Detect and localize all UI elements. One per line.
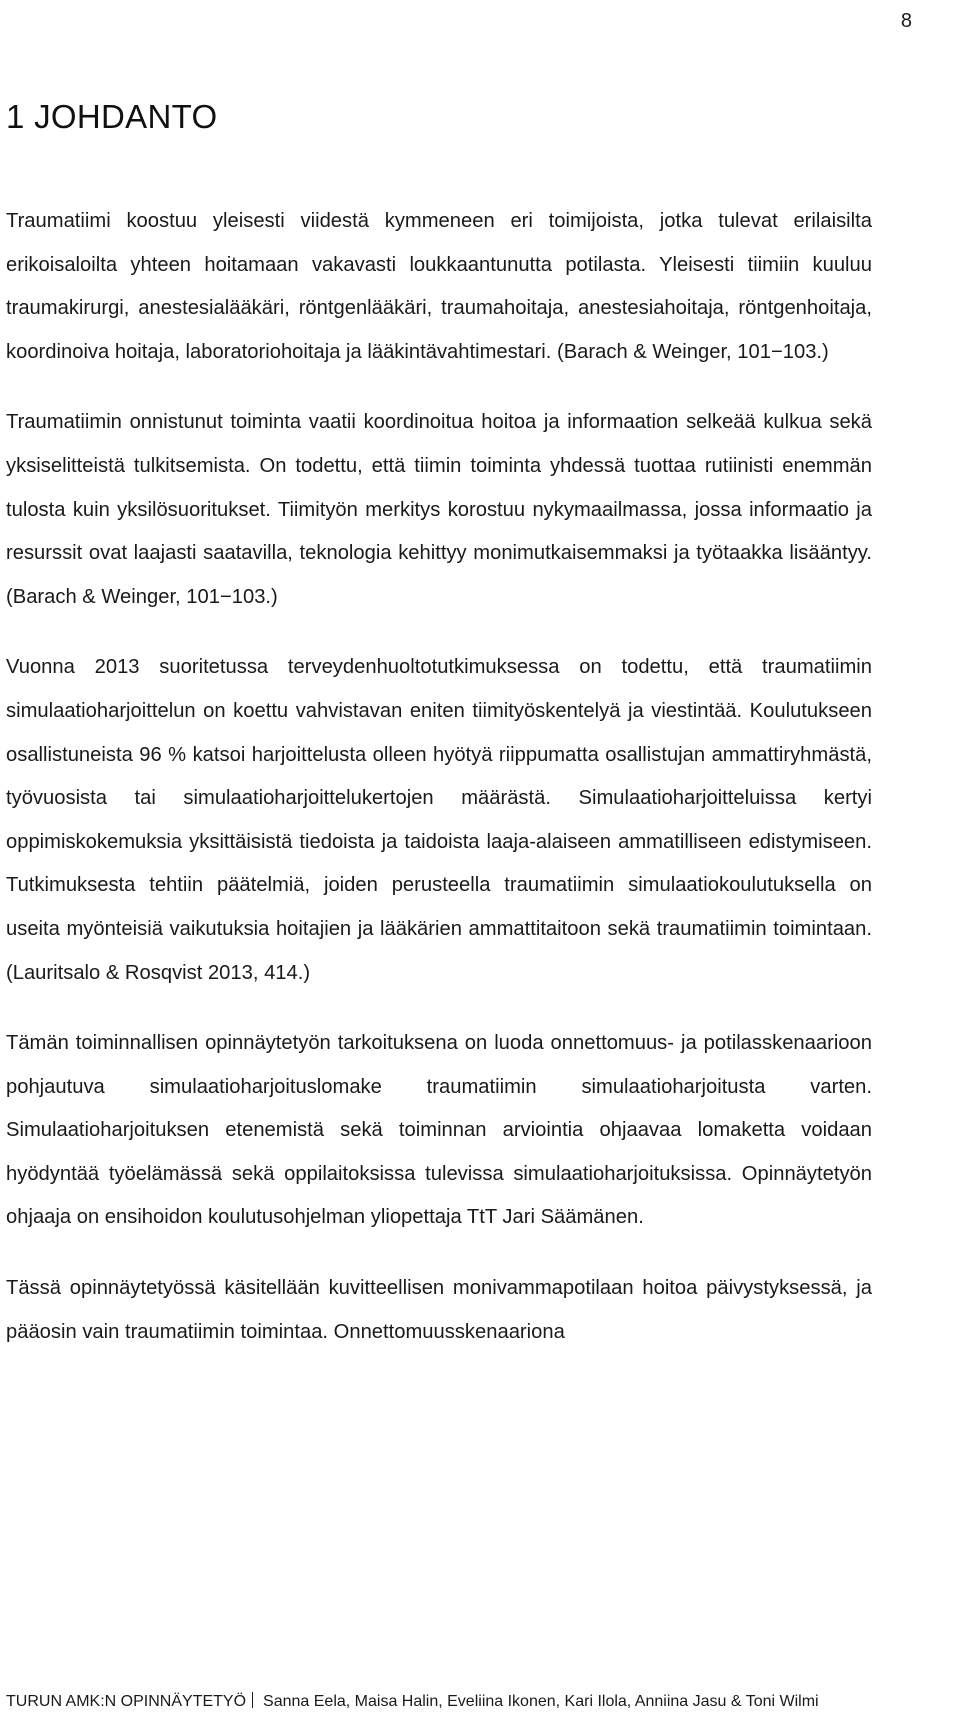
paragraph-3: Vuonna 2013 suoritetussa terveydenhuoltotutkimuksessa on todettu, että traumatiimin simulaatioharjoittelun on koettu vahvistavan eniten tiimityöskentelyä ja viestintää. Koulutukseen osallistuneista 96 % katsoi harjoittelusta olleen hyötyä riippumatta osallistujan ammattiryhmästä, työvuosista tai simulaatioharjoittelukertojen määrästä. Simulaatioharjoitteluissa kertyi oppimiskokemuksia yksittäisistä tiedoista ja taidoista laaja-alaiseen ammatilliseen edistymiseen. Tutkimuksesta tehtiin päätelmiä, joiden perusteella traumatiimin simulaatiokoulutuksella on useita myönteisiä vaikutuksia hoitajien ja lääkärien ammattitaitoon sekä traumatiimin toimintaan. (Lauritsalo & Rosqvist 2013, 414.) <box>6 656 872 984</box>
footer-authors: Sanna Eela, Maisa Halin, Eveliina Ikonen, Kari Ilola, Anniina Jasu & Toni Wilmi <box>263 1693 819 1710</box>
paragraph-1: Traumatiimi koostuu yleisesti viidestä kymmeneen eri toimijoista, jotka tulevat erilaisilta erikoisaloilta yhteen hoitamaan vakavasti loukkaantunutta potilasta. Yleisesti tiimiin kuuluu traumakirurgi, anestesialääkäri, röntgenlääkäri, traumahoitaja, anestesiahoitaja, röntgenhoitaja, koordinoiva hoitaja, laboratoriohoitaja ja lääkintävahtimestari. (Barach & Weinger, 101−103.) <box>6 210 872 363</box>
paragraph-4: Tämän toiminnallisen opinnäytetyön tarkoituksena on luoda onnettomuus- ja potilasskenaarioon pohjautuva simulaatioharjoituslomake traumatiimin simulaatioharjoitusta varten. Simulaatioharjoituksen etenemistä sekä toiminnan arviointia ohjaavaa lomaketta voidaan hyödyntää työelämässä sekä oppilaitoksissa tulevissa simulaatioharjoituksissa. Opinnäytetyön ohjaaja on ensihoidon koulutusohjelman yliopettaja TtT Jari Säämänen. <box>6 1032 872 1229</box>
page-footer <box>6 1692 872 1712</box>
footer-publication: TURUN AMK:N OPINNÄYTETYÖ <box>6 1693 247 1710</box>
chapter-heading: 1 JOHDANTO <box>6 98 218 135</box>
footer-separator <box>252 1692 253 1708</box>
body-text <box>6 200 872 1381</box>
paragraph-5: Tässä opinnäytetyössä käsitellään kuvitteellisen monivammapotilaan hoitoa päivystyksessä, ja pääosin vain traumatiimin toimintaa. Onnettomuusskenaariona <box>6 1277 872 1343</box>
page-number: 8 <box>900 10 912 32</box>
paragraph-2: Traumatiimin onnistunut toiminta vaatii koordinoitua hoitoa ja informaation selkeää kulkua sekä yksiselitteistä tulkitsemista. On todettu, että tiimin toiminta yhdessä tuottaa rutiinisti enemmän tulosta kuin yksilösuoritukset. Tiimityön merkitys korostuu nykymaailmassa, jossa informaatio ja resurssit ovat laajasti saatavilla, teknologia kehittyy monimutkaisemmaksi ja työtaakka lisääntyy. (Barach & Weinger, 101−103.) <box>6 411 872 608</box>
